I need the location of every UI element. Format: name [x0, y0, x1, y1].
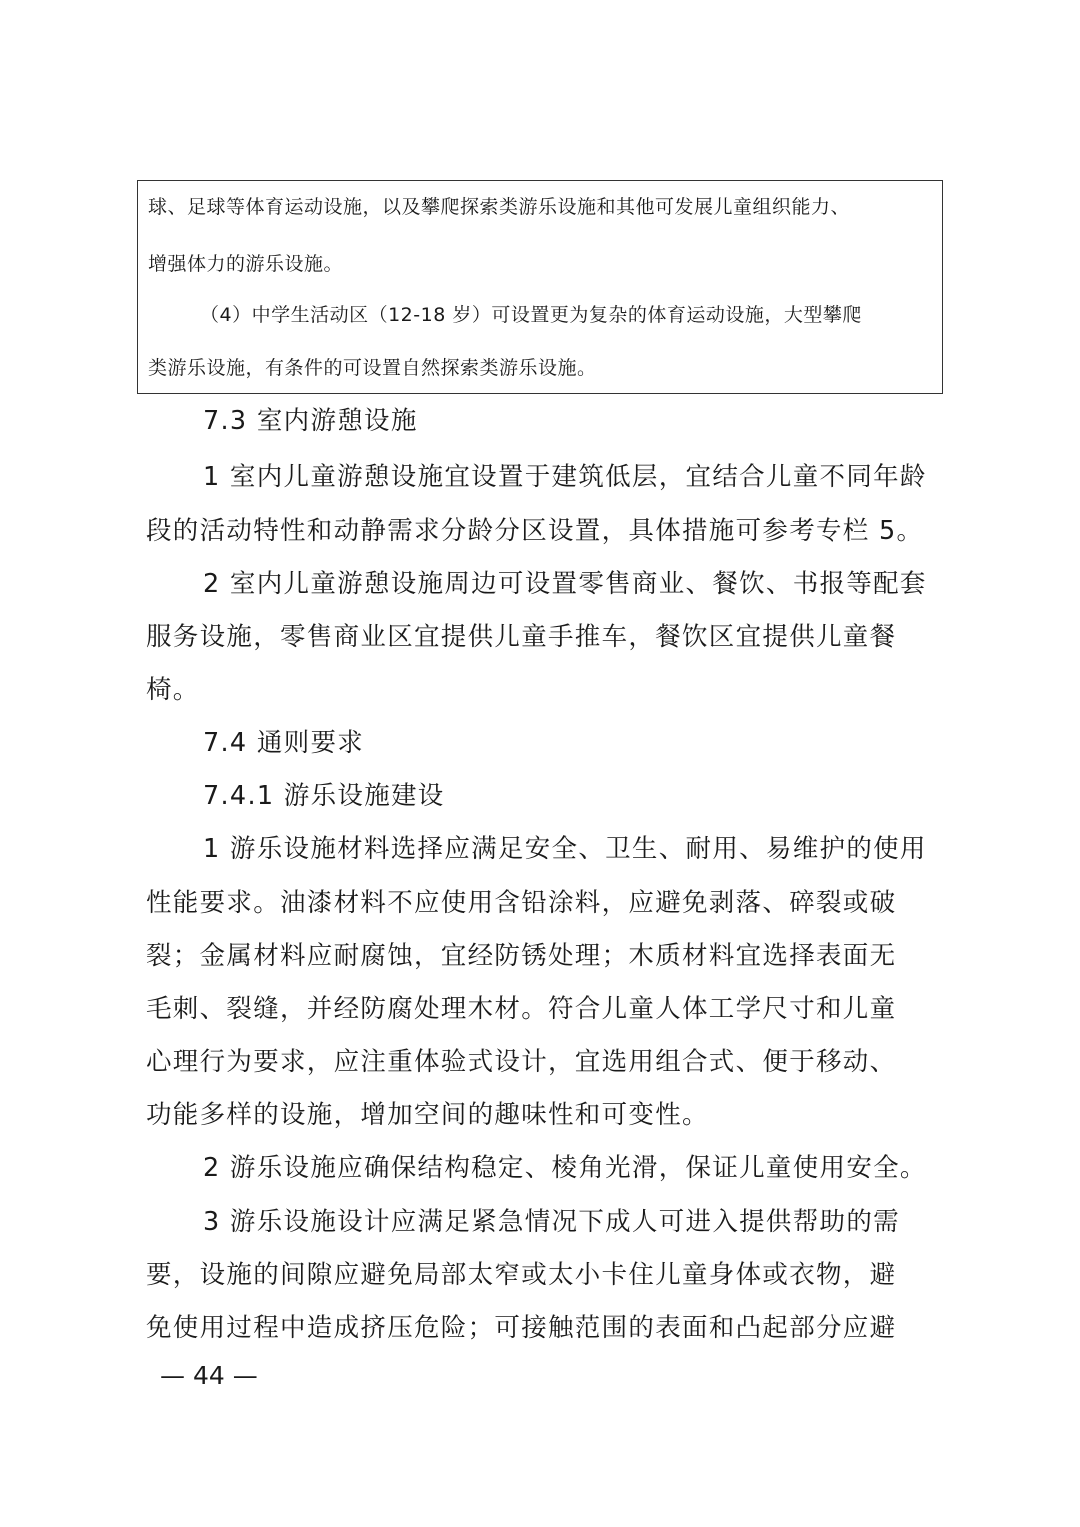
page-number: — 44 —: [160, 1361, 258, 1390]
boxed-note-line-1: 球、足球等体育运动设施，以及攀爬探索类游乐设施和其他可发展儿童组织能力、: [148, 196, 851, 218]
paragraph-line: 1 游乐设施材料选择应满足安全、卫生、耐用、易维护的使用: [203, 834, 927, 864]
paragraph-line: 功能多样的设施，增加空间的趣味性和可变性。: [146, 1100, 709, 1130]
boxed-note-line-2: 增强体力的游乐设施。: [148, 253, 344, 275]
paragraph-line: 2 游乐设施应确保结构稳定、棱角光滑，保证儿童使用安全。: [203, 1153, 927, 1183]
paragraph-line: 裂；金属材料应耐腐蚀，宜经防锈处理；木质材料宜选择表面无: [146, 941, 897, 971]
paragraph-line: 毛刺、裂缝，并经防腐处理木材。符合儿童人体工学尺寸和儿童: [146, 994, 897, 1024]
paragraph-line: 心理行为要求，应注重体验式设计，宜选用组合式、便于移动、: [146, 1047, 897, 1077]
section-heading-7-3: 7.3 室内游憩设施: [203, 406, 418, 436]
subsection-heading-7-4-1: 7.4.1 游乐设施建设: [203, 781, 445, 811]
paragraph-line: 要，设施的间隙应避免局部太窄或太小卡住儿童身体或衣物，避: [146, 1260, 897, 1290]
paragraph-line: 2 室内儿童游憩设施周边可设置零售商业、餐饮、书报等配套: [203, 569, 927, 599]
paragraph-line: 免使用过程中造成挤压危险；可接触范围的表面和凸起部分应避: [146, 1313, 897, 1343]
paragraph-line: 1 室内儿童游憩设施宜设置于建筑低层，宜结合儿童不同年龄: [203, 462, 927, 492]
paragraph-line: 3 游乐设施设计应满足紧急情况下成人可进入提供帮助的需: [203, 1207, 900, 1237]
paragraph-line: 段的活动特性和动静需求分龄分区设置，具体措施可参考专栏 5。: [146, 516, 924, 546]
paragraph-line: 性能要求。油漆材料不应使用含铅涂料，应避免剥落、碎裂或破: [146, 888, 897, 918]
boxed-note-line-4: 类游乐设施，有条件的可设置自然探索类游乐设施。: [148, 357, 597, 379]
section-heading-7-4: 7.4 通则要求: [203, 728, 365, 758]
boxed-note-line-3: （4）中学生活动区（12-18 岁）可设置更为复杂的体育运动设施，大型攀爬: [200, 304, 862, 326]
paragraph-line: 服务设施，零售商业区宜提供儿童手推车，餐饮区宜提供儿童餐: [146, 622, 897, 652]
paragraph-line: 椅。: [146, 675, 200, 705]
